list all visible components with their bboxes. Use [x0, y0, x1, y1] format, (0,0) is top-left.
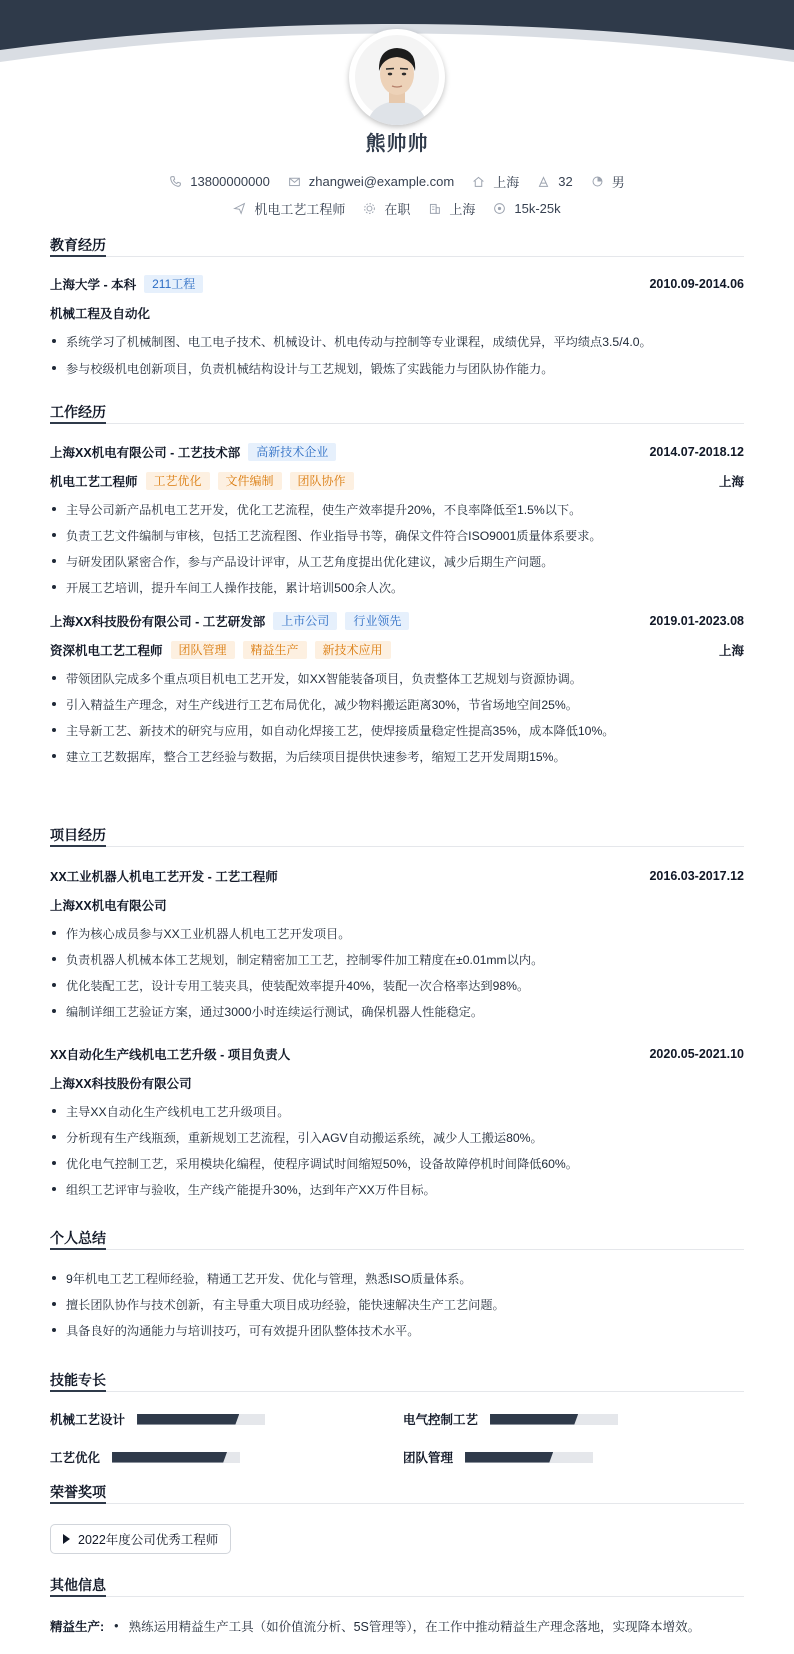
skill-level-fill: [112, 1452, 227, 1463]
work-company-row: [50, 443, 744, 461]
project-section-title: 项目经历: [50, 825, 744, 847]
skills-section-title: 技能专长: [50, 1370, 744, 1392]
skill-level-fill: [137, 1414, 239, 1425]
education-section-title: 教育经历: [50, 235, 744, 257]
work-location: 上海: [718, 475, 744, 489]
age-text: 32: [558, 174, 573, 189]
summary-bullet: 擅长团队协作与技术创新，有主导重大项目成功经验，能快速解决生产工艺问题。: [50, 1296, 744, 1313]
other-info-row: [50, 1617, 744, 1635]
company-name: 上海XX科技股份有限公司 - 工艺研发部: [50, 615, 266, 629]
role-tag: 团队协作: [290, 472, 354, 490]
project-bullet: 负责机器人机械本体工艺规划，制定精密加工工艺，控制零件加工精度在±0.01mm以内。: [50, 951, 744, 968]
work-bullet: 主导新工艺、新技术的研究与应用，如自动化焊接工艺，使焊接质量稳定性提高35%，成本降低10%。: [50, 722, 744, 739]
summary-bullet: 9年机电工艺工程师经验，精通工艺开发、优化与管理，熟悉ISO质量体系。: [50, 1270, 744, 1287]
skill-bar: [490, 1414, 618, 1425]
position-text: 机电工艺工程师: [254, 202, 346, 217]
skill-item: [403, 1448, 593, 1466]
project-bullet: 编制详细工艺验证方案，通过3000小时连续运行测试，确保机器人性能稳定。: [50, 1003, 744, 1020]
gender-icon: [591, 175, 604, 188]
awards-section-title: 荣誉奖项: [50, 1482, 744, 1504]
skill-name: 团队管理: [403, 1451, 454, 1465]
project-date: 2020.05-2021.10: [649, 1047, 744, 1061]
skill-bar: [465, 1452, 593, 1463]
skill-item: [403, 1410, 618, 1428]
send-icon: [233, 202, 246, 215]
award-text: 2022年度公司优秀工程师: [78, 1533, 219, 1547]
work-company-row: [50, 612, 744, 630]
gender-text: 男: [611, 175, 625, 190]
status-icon: [363, 202, 376, 215]
summary-section-title: 个人总结: [50, 1228, 744, 1250]
school-name: 上海大学 - 本科: [50, 278, 137, 292]
salary-icon: [493, 202, 506, 215]
education-date: 2010.09-2014.06: [649, 277, 744, 291]
work-date: 2019.01-2023.08: [649, 614, 744, 628]
avatar: [349, 29, 445, 125]
status-info: [363, 199, 410, 218]
skill-name: 电气控制工艺: [403, 1413, 479, 1427]
work-section-title: 工作经历: [50, 402, 744, 424]
work-bullet: 带领团队完成多个重点项目机电工艺开发，如XX智能装备项目，负责整体工艺规划与资源协调。: [50, 670, 744, 687]
work-date: 2014.07-2018.12: [649, 445, 744, 459]
home-icon: [472, 175, 485, 188]
work-bullet: 主导公司新产品机电工艺开发，优化工艺流程，使生产效率提升20%，不良率降低至1.5%以下。: [50, 501, 744, 518]
company-tag: 行业领先: [345, 612, 409, 630]
work-role-row: [50, 641, 744, 659]
project-company: 上海XX科技股份有限公司: [50, 1077, 192, 1091]
skill-name: 工艺优化: [50, 1451, 101, 1465]
role-tag: 精益生产: [243, 641, 307, 659]
email-text: zhangwei@example.com: [308, 174, 455, 189]
skill-item: [50, 1448, 240, 1466]
summary-bullet: 具备良好的沟通能力与培训技巧，可有效提升团队整体技术水平。: [50, 1322, 744, 1339]
status-text: 在职: [384, 202, 411, 217]
education-bullet: 参与校级机电创新项目，负责机械结构设计与工艺规划，锻炼了实践能力与团队协作能力。: [50, 360, 744, 377]
education-header: [50, 275, 744, 293]
work-bullet: 开展工艺培训，提升车间工人操作技能，累计培训500余人次。: [50, 579, 744, 596]
project-bullet: 分析现有生产线瓶颈，重新规划工艺流程，引入AGV自动搬运系统，减少人工搬运80%。: [50, 1129, 744, 1146]
phone-text: 13800000000: [190, 174, 270, 189]
role-tag: 团队管理: [171, 641, 235, 659]
company-tag: 高新技术企业: [248, 443, 336, 461]
project-header: [50, 867, 744, 885]
play-icon: [63, 1534, 70, 1544]
gender-info: [591, 172, 625, 191]
building-icon: [428, 202, 441, 215]
award-item[interactable]: [50, 1524, 231, 1554]
other-text: 熟练运用精益生产工具（如价值流分析、5S管理等），在工作中推动精益生产理念落地，实现降本增效。: [128, 1620, 701, 1634]
company-name: 上海XX机电有限公司 - 工艺技术部: [50, 446, 241, 460]
other-label: 精益生产:: [50, 1620, 105, 1634]
project-bullet: 优化电气控制工艺，采用模块化编程，使程序调试时间缩短50%，设备故障停机时间降低60%。: [50, 1155, 744, 1172]
skill-level-fill: [490, 1414, 578, 1425]
contact-row: [0, 172, 794, 191]
salary-text: 15k-25k: [514, 201, 561, 216]
skill-bar: [137, 1414, 265, 1425]
bullet-dot: •: [114, 1619, 119, 1633]
project-bullet: 主导XX自动化生产线机电工艺升级项目。: [50, 1103, 744, 1120]
project-date: 2016.03-2017.12: [649, 869, 744, 883]
skill-level-fill: [465, 1452, 553, 1463]
company-tag: 上市公司: [273, 612, 337, 630]
project-header: [50, 1045, 744, 1063]
target-city-text: 上海: [449, 202, 476, 217]
position-info: [233, 199, 345, 218]
education-bullet: 系统学习了机械制图、电工电子技术、机械设计、机电传动与控制等专业课程，成绩优异，平均绩点3.5/4.0。: [50, 333, 744, 350]
role-tag: 文件编制: [218, 472, 282, 490]
major: 机械工程及自动化: [50, 307, 151, 321]
age-icon: [537, 175, 550, 188]
phone-icon: [169, 175, 182, 188]
role-tag: 工艺优化: [146, 472, 210, 490]
phone-info: [169, 174, 270, 189]
role-title: 资深机电工艺工程师: [50, 644, 163, 658]
role-title: 机电工艺工程师: [50, 475, 138, 489]
project-bullet: 优化装配工艺，设计专用工装夹具，使装配效率提升40%，装配一次合格率达到98%。: [50, 977, 744, 994]
avatar-portrait-icon: [349, 29, 445, 125]
project-company-row: [50, 1074, 744, 1092]
work-location: 上海: [718, 644, 744, 658]
project-bullet: 组织工艺评审与验收，生产线产能提升30%，达到年产XX万件目标。: [50, 1181, 744, 1198]
city-text: 上海: [493, 175, 520, 190]
candidate-name: 熊帅帅: [365, 133, 429, 155]
job-intent-row: [0, 199, 794, 218]
work-bullet: 建立工艺数据库，整合工艺经验与数据，为后续项目提供快速参考，缩短工艺开发周期15%。: [50, 748, 744, 765]
education-major-row: [50, 304, 744, 322]
skill-bar: [112, 1452, 240, 1463]
project-title: XX工业机器人机电工艺开发 - 工艺工程师: [50, 870, 278, 884]
target-city-info: [428, 199, 475, 218]
project-company: 上海XX机电有限公司: [50, 899, 167, 913]
skill-name: 机械工艺设计: [50, 1413, 126, 1427]
work-bullet: 负责工艺文件编制与审核，包括工艺流程图、作业指导书等，确保文件符合ISO9001质量体系要求。: [50, 527, 744, 544]
salary-info: [493, 201, 560, 216]
school-tag: 211工程: [144, 275, 203, 293]
email-info: [288, 174, 454, 189]
city-info: [472, 172, 519, 191]
skill-item: [50, 1410, 265, 1428]
other-section-title: 其他信息: [50, 1575, 744, 1597]
project-bullet: 作为核心成员参与XX工业机器人机电工艺开发项目。: [50, 925, 744, 942]
project-title: XX自动化生产线机电工艺升级 - 项目负责人: [50, 1048, 291, 1062]
role-tag: 新技术应用: [315, 641, 391, 659]
work-bullet: 与研发团队紧密合作，参与产品设计评审，从工艺角度提出优化建议，减少后期生产问题。: [50, 553, 744, 570]
work-bullet: 引入精益生产理念，对生产线进行工艺布局优化，减少物料搬运距离30%，节省场地空间25%。: [50, 696, 744, 713]
project-company-row: [50, 896, 744, 914]
work-role-row: [50, 472, 744, 490]
mail-icon: [288, 175, 301, 188]
age-info: [537, 174, 572, 189]
